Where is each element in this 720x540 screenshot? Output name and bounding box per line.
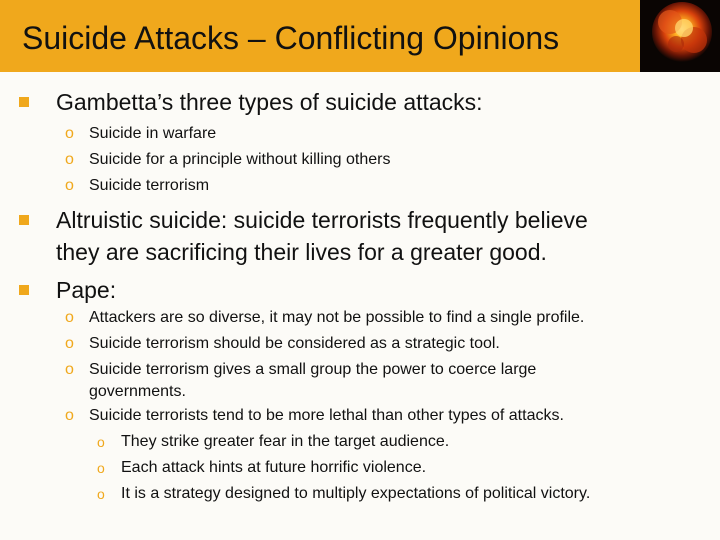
bullet-text-level-2: Attackers are so diverse, it may not be possible to find a single profile. bbox=[89, 309, 585, 326]
bullet-text-level-3: They strike greater fear in the target audience. bbox=[121, 433, 450, 450]
circle-bullet-icon: o bbox=[65, 309, 74, 326]
bullet-text-level-2: governments. bbox=[89, 383, 186, 400]
slide-title: Suicide Attacks – Conflicting Opinions bbox=[22, 20, 560, 56]
circle-bullet-icon: o bbox=[65, 151, 74, 168]
bullet-text-level-1: Gambetta’s three types of suicide attacks: bbox=[56, 89, 483, 115]
square-bullet-icon bbox=[19, 215, 29, 225]
bullet-text-level-1: they are sacrificing their lives for a greater good. bbox=[56, 239, 547, 265]
small-circle-bullet-icon: o bbox=[97, 486, 105, 502]
bullet-text-level-2: Suicide terrorism bbox=[89, 177, 210, 194]
bullet-text-level-2: Suicide in warfare bbox=[89, 125, 217, 142]
bullet-text-level-1: Altruistic suicide: suicide terrorists frequently believe bbox=[56, 207, 588, 233]
square-bullet-icon bbox=[19, 97, 29, 107]
small-circle-bullet-icon: o bbox=[97, 434, 105, 450]
small-circle-bullet-icon: o bbox=[97, 460, 105, 476]
bullet-text-level-2: Suicide for a principle without killing others bbox=[89, 151, 391, 168]
circle-bullet-icon: o bbox=[65, 407, 74, 424]
bullet-text-level-1: Pape: bbox=[56, 277, 117, 303]
square-bullet-icon bbox=[19, 285, 29, 295]
bullet-text-level-3: It is a strategy designed to multiply expectations of political victory. bbox=[121, 485, 591, 502]
bullet-text-level-2: Suicide terrorism should be considered as a strategic tool. bbox=[89, 335, 500, 352]
circle-bullet-icon: o bbox=[65, 335, 74, 352]
circle-bullet-icon: o bbox=[65, 125, 74, 142]
bullet-text-level-2: Suicide terrorism gives a small group the power to coerce large bbox=[89, 361, 537, 378]
bullet-text-level-3: Each attack hints at future horrific violence. bbox=[121, 459, 427, 476]
circle-bullet-icon: o bbox=[65, 361, 74, 378]
bullet-text-level-2: Suicide terrorists tend to be more lethal than other types of attacks. bbox=[89, 407, 564, 424]
circle-bullet-icon: o bbox=[65, 177, 74, 194]
